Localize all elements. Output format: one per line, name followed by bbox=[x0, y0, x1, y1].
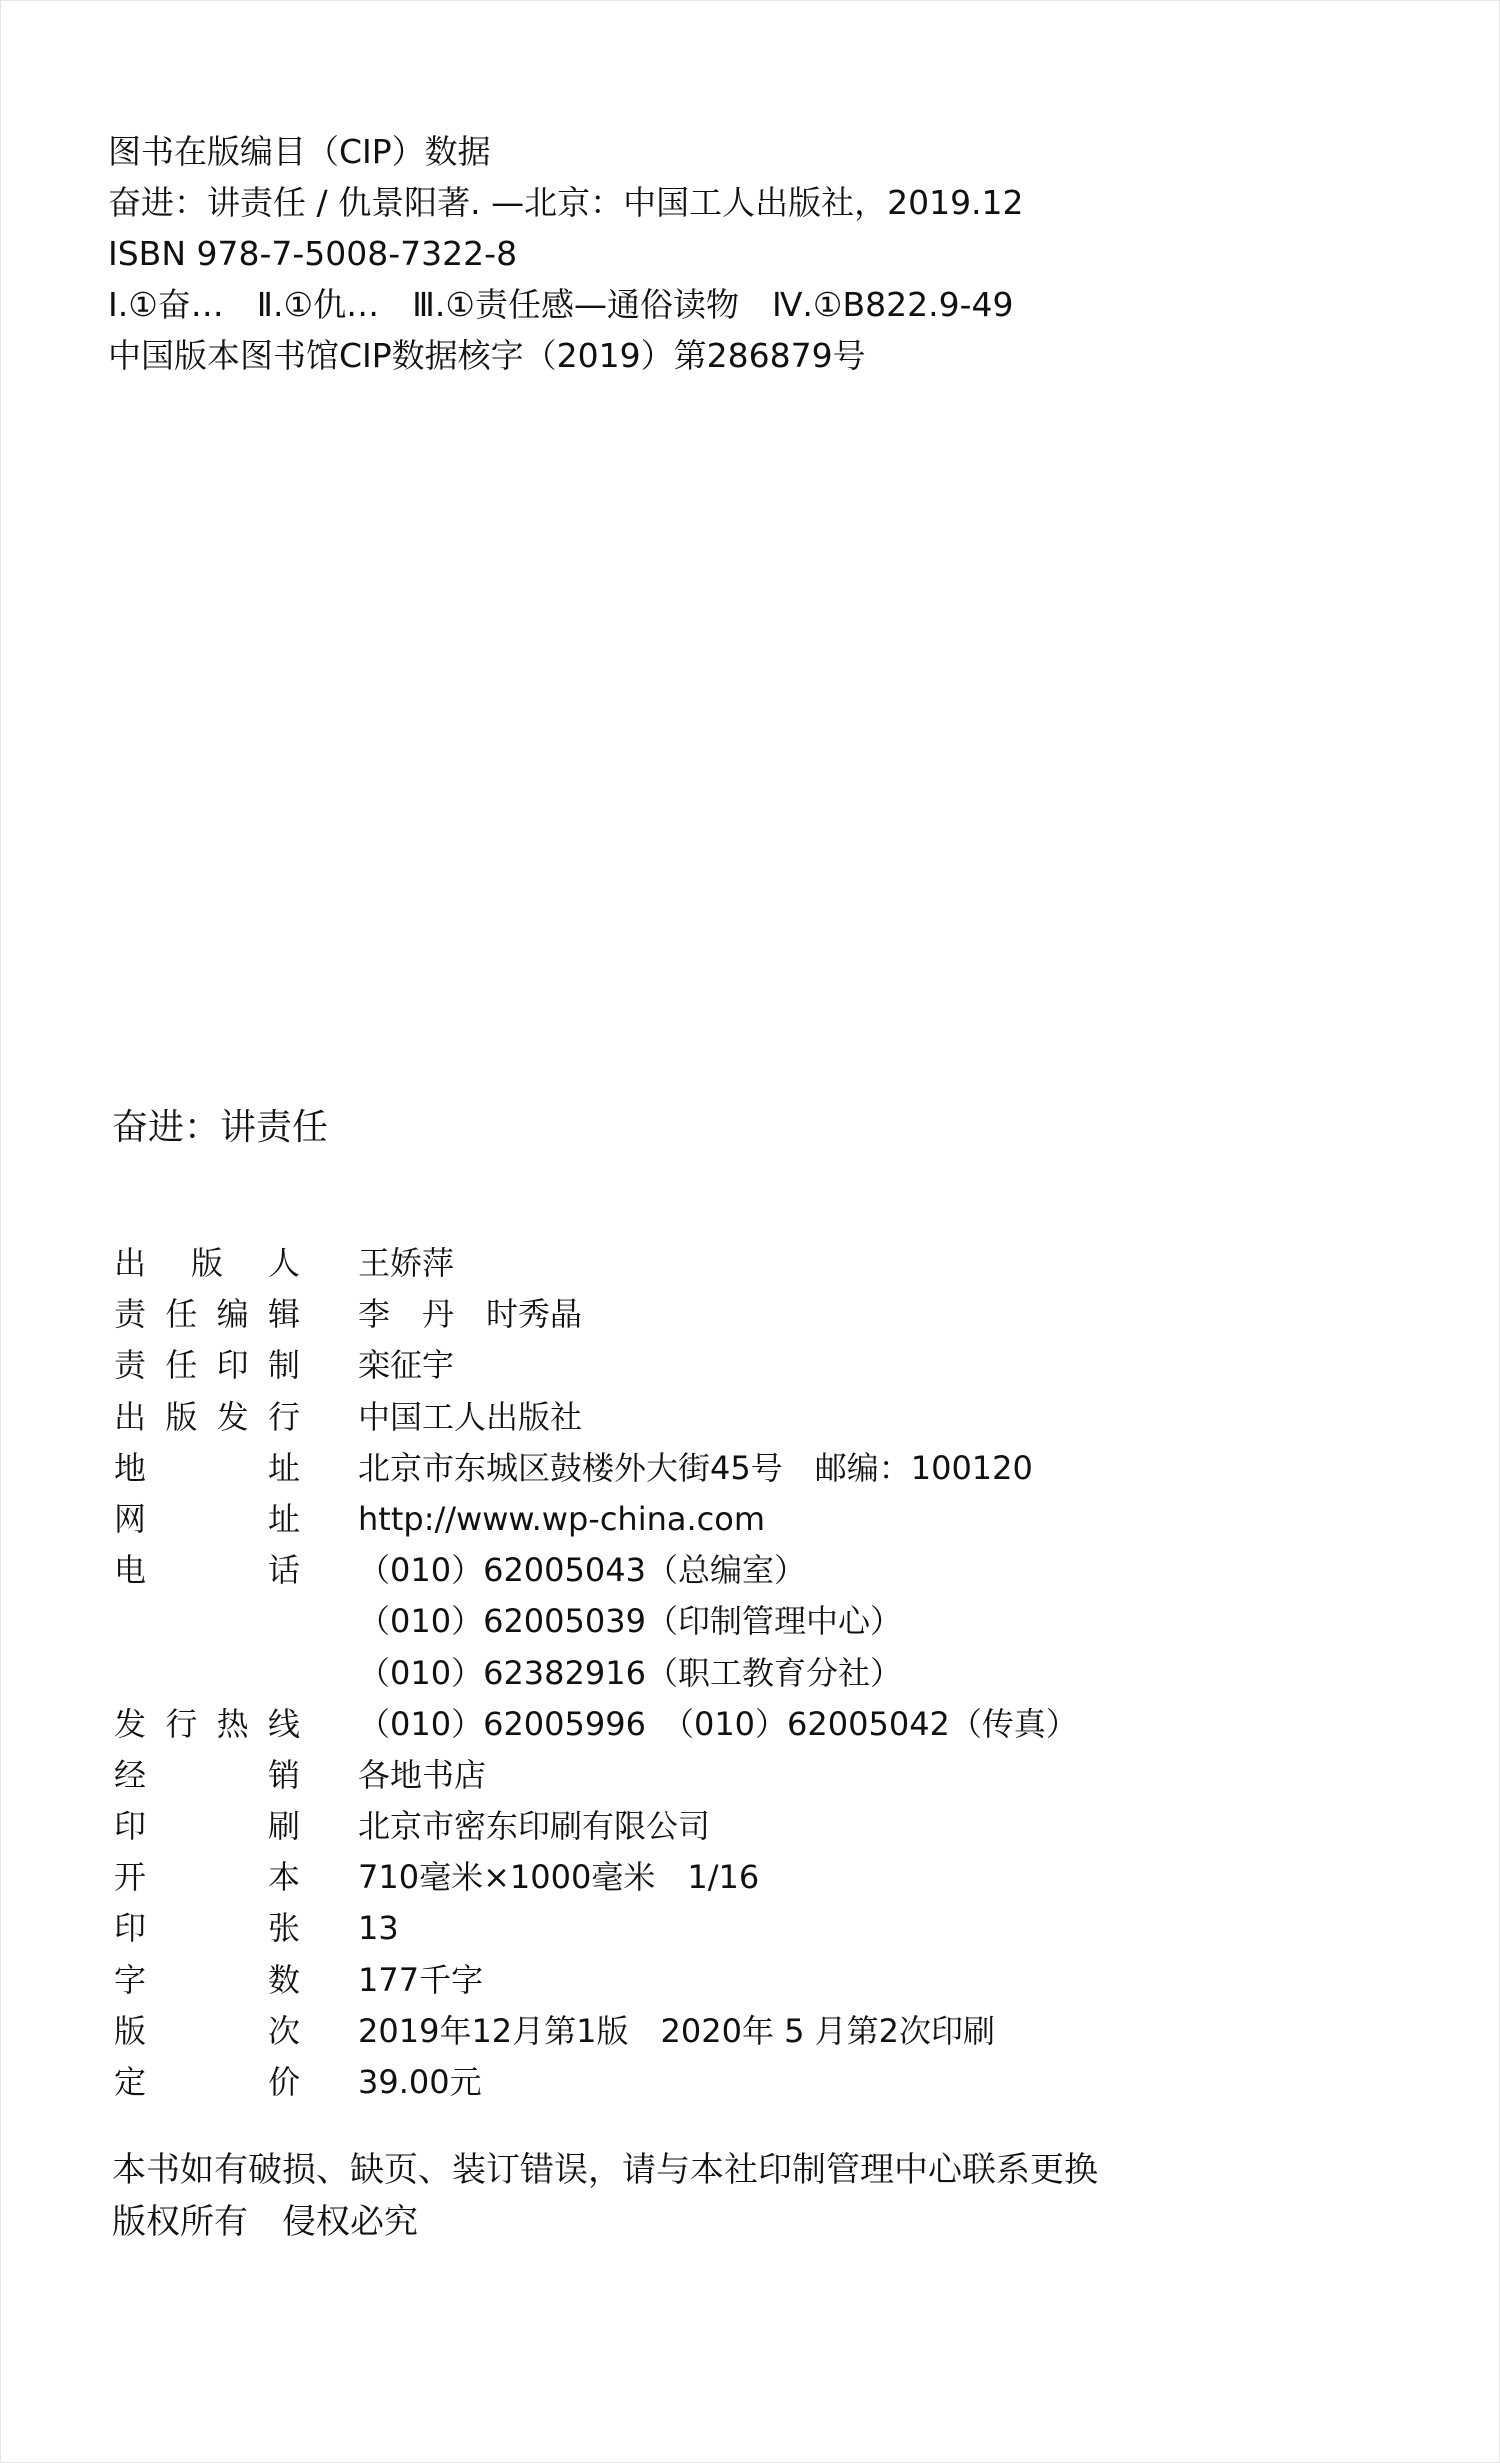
detail-label-char: 责 bbox=[114, 1295, 147, 1334]
detail-value: 北京市密东印刷有限公司 bbox=[358, 1807, 711, 1846]
detail-label-char: 字 bbox=[114, 1960, 147, 1999]
cip-title-line: 奋进：讲责任 / 仇景阳著. —北京：中国工人出版社，2019.12 bbox=[108, 183, 1024, 222]
cip-isbn: ISBN 978-7-5008-7322-8 bbox=[108, 234, 518, 273]
detail-label-char: 定 bbox=[114, 2063, 147, 2101]
cip-data-block bbox=[108, 126, 1024, 381]
detail-value: （010）62382916（职工教育分社） bbox=[358, 1653, 902, 1692]
detail-label-char: 印 bbox=[114, 1909, 147, 1948]
notice-block bbox=[112, 2144, 1098, 2248]
detail-label bbox=[114, 1289, 300, 1340]
detail-label-char: 印 bbox=[114, 1807, 147, 1846]
detail-label bbox=[114, 1801, 300, 1852]
detail-label bbox=[114, 2057, 300, 2108]
cip-heading: 图书在版编目（CIP）数据 bbox=[108, 132, 491, 171]
detail-label bbox=[114, 1392, 300, 1443]
detail-label-char: 任 bbox=[165, 1346, 198, 1385]
detail-label bbox=[114, 2006, 300, 2057]
detail-label-char: 刷 bbox=[267, 1807, 300, 1846]
detail-value: 39.00元 bbox=[358, 2063, 482, 2101]
detail-value: 710毫米×1000毫米 1/16 bbox=[358, 1858, 760, 1897]
detail-label-char: 发 bbox=[216, 1397, 249, 1436]
detail-label-char: 址 bbox=[267, 1448, 300, 1487]
detail-label bbox=[114, 1750, 300, 1801]
detail-label bbox=[114, 1340, 300, 1391]
detail-value: 李 丹 时秀晶 bbox=[358, 1295, 583, 1334]
cip-classification: Ⅰ.①奋… Ⅱ.①仇… Ⅲ.①责任感—通俗读物 Ⅳ.①B822.9-49 bbox=[108, 285, 1014, 324]
detail-label-char: 次 bbox=[267, 2011, 300, 2050]
detail-label bbox=[114, 1443, 300, 1494]
detail-label-char: 制 bbox=[267, 1346, 300, 1385]
detail-label-char: 本 bbox=[267, 1858, 300, 1897]
detail-label bbox=[114, 1699, 300, 1750]
detail-value: 177千字 bbox=[358, 1960, 484, 1999]
damage-replacement-notice: 本书如有破损、缺页、装订错误，请与本社印制管理中心联系更换 bbox=[112, 2150, 1098, 2190]
detail-value: 中国工人出版社 bbox=[358, 1397, 583, 1436]
detail-label-char: 网 bbox=[114, 1499, 147, 1538]
detail-label-char: 张 bbox=[267, 1909, 300, 1948]
detail-value: 13 bbox=[358, 1909, 399, 1948]
detail-value: （010）62005996 （010）62005042（传真） bbox=[358, 1704, 1078, 1743]
detail-label-char: 出 bbox=[114, 1244, 147, 1282]
detail-label-char: 印 bbox=[216, 1346, 249, 1385]
detail-value: http://www.wp-china.com bbox=[358, 1499, 765, 1538]
detail-label bbox=[114, 1903, 300, 1954]
detail-label-char: 价 bbox=[267, 2063, 300, 2101]
detail-value: 2019年12月第1版 2020年 5 月第2次印刷 bbox=[358, 2011, 996, 2050]
detail-label-char: 编 bbox=[216, 1295, 249, 1334]
detail-label-char: 热 bbox=[216, 1704, 249, 1743]
detail-label bbox=[114, 1852, 300, 1903]
cip-record-number: 中国版本图书馆CIP数据核字（2019）第286879号 bbox=[108, 336, 866, 375]
detail-label-char: 经 bbox=[114, 1755, 147, 1794]
detail-label-char: 版 bbox=[165, 1397, 198, 1436]
book-title: 奋进：讲责任 bbox=[112, 1107, 329, 1148]
detail-label-char: 发 bbox=[114, 1704, 147, 1743]
detail-label-char: 销 bbox=[267, 1755, 300, 1794]
detail-label bbox=[114, 1955, 300, 2006]
detail-value: 北京市东城区鼓楼外大街45号 邮编：100120 bbox=[358, 1448, 1033, 1487]
detail-label-char: 任 bbox=[165, 1295, 198, 1334]
copyright-notice: 版权所有 侵权必究 bbox=[112, 2202, 418, 2242]
detail-label-char: 辑 bbox=[267, 1295, 300, 1334]
detail-label-char: 址 bbox=[267, 1499, 300, 1538]
detail-value: 各地书店 bbox=[358, 1755, 487, 1794]
detail-label-char: 开 bbox=[114, 1858, 147, 1897]
detail-label-char: 话 bbox=[267, 1551, 300, 1590]
detail-label-char: 版 bbox=[190, 1244, 223, 1282]
detail-label-char: 人 bbox=[267, 1244, 300, 1282]
detail-label bbox=[114, 1238, 300, 1289]
detail-label-char: 责 bbox=[114, 1346, 147, 1385]
detail-label bbox=[114, 1494, 300, 1545]
detail-label bbox=[114, 1545, 300, 1596]
detail-label-char: 出 bbox=[114, 1397, 147, 1436]
detail-value: （010）62005039（印制管理中心） bbox=[358, 1602, 902, 1641]
detail-value: 王娇萍 bbox=[358, 1244, 455, 1282]
detail-label-char: 地 bbox=[114, 1448, 147, 1487]
detail-label-char: 行 bbox=[165, 1704, 198, 1743]
detail-label-char: 版 bbox=[114, 2011, 147, 2050]
detail-label-char: 电 bbox=[114, 1551, 147, 1590]
detail-value: 栾征宇 bbox=[358, 1346, 455, 1385]
detail-label-char: 数 bbox=[267, 1960, 300, 1999]
detail-value: （010）62005043（总编室） bbox=[358, 1551, 806, 1590]
detail-label-char: 线 bbox=[267, 1704, 300, 1743]
detail-label-char: 行 bbox=[267, 1397, 300, 1436]
